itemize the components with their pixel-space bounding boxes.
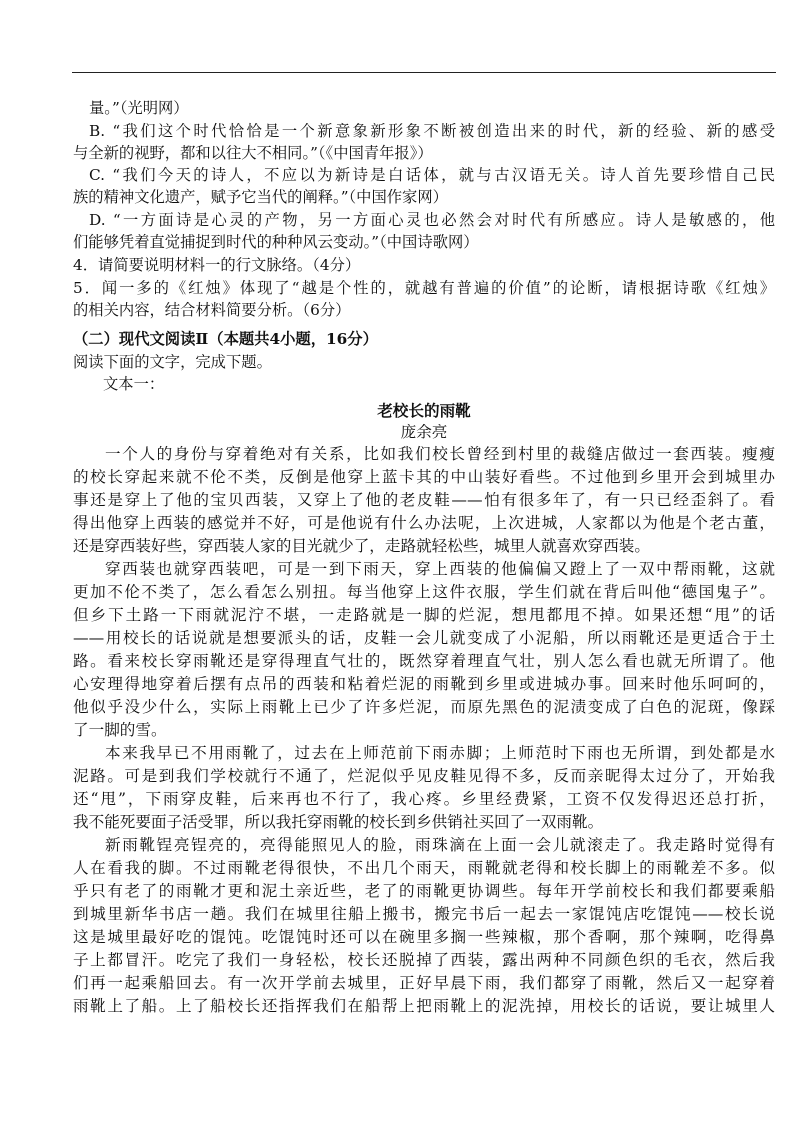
story-line: 穿西装也就穿西装吧，可是一到下雨天，穿上西装的他偏偏又蹬上了一双中帮雨靴，这就 — [105, 560, 775, 578]
story-line: 事还是穿上了他的宝贝西装，又穿上了他的老皮鞋——怕有很多年了，有一只已经歪斜了。看 — [73, 491, 775, 509]
story-line: 雨靴上了船。上了船校长还指挥我们在船帮上把雨靴上的泥洗掉，用校长的话说，要让城里人 — [73, 997, 775, 1015]
text-line: 量。”（光明网） — [89, 99, 189, 117]
story-line: 还“甩”，下雨穿皮鞋，后来再也不行了，我心疼。乡里经费紧，工资不仅发得迟还总打折， — [73, 790, 775, 808]
text-line: 族的精神文化遗产，赋予它当代的阐释。”（中国作家网） — [73, 188, 448, 206]
story-line: 的校长穿起来就不伦不类，反倒是他穿上蓝卡其的中山装好看些。不过他到乡里开会到城里办 — [73, 468, 775, 486]
story-line: 到城里新华书店一趟。我们在城里往船上搬书，搬完书后一起去一家馄饨店吃馄饨——校长说 — [73, 905, 775, 923]
story-line: 泥路。可是到我们学校就行不通了，烂泥似乎见皮鞋见得不多，反而亲昵得太过分了，开始我 — [73, 767, 775, 785]
story-line: 本来我早已不用雨靴了，过去在上师范前下雨赤脚；上师范时下雨也无所谓，到处都是水 — [105, 744, 775, 762]
text-line: 与全新的视野，都和以往大不相同。”（《中国青年报》） — [73, 144, 433, 162]
story-line: 他似乎没少什么，实际上雨靴上已少了许多烂泥，而原先黑色的泥渍变成了白色的泥斑，像踩 — [73, 698, 775, 716]
story-author: 庞余亮 — [400, 423, 448, 441]
question-5: 5．闻一多的《红烛》体现了“越是个性的，就越有普遍的价值”的论断，请根据诗歌《红烛》 — [73, 279, 775, 297]
header-rule — [72, 72, 776, 73]
option-c-line: C. “我们今天的诗人，不应以为新诗是白话体，就与古汉语无关。诗人首先要珍惜自己民 — [89, 166, 775, 184]
story-line: 一个人的身份与穿着绝对有关系，比如我们校长曾经到村里的裁缝店做过一套西装。瘦瘦 — [105, 445, 775, 463]
option-b-line: B. “我们这个时代恰恰是一个新意象新形象不断被创造出来的时代，新的经验、新的感受 — [89, 122, 775, 140]
question-4: 4．请简要说明材料一的行文脉络。（4分） — [73, 256, 361, 274]
section-heading: （二）现代文阅读Ⅱ（本题共4小题，16分） — [73, 330, 378, 348]
text-line: 的相关内容，结合材料简要分析。（6分） — [73, 301, 351, 319]
story-line: 得出他穿上西装的感觉并不好，可是他说有什么办法呢，上次进城，人家都以为他是个老古董， — [73, 514, 775, 532]
story-line: 新雨靴锃亮锃亮的，亮得能照见人的脸，雨珠滴在上面一会儿就滚走了。我走路时觉得有 — [105, 836, 775, 854]
story-line: 乎只有老了的雨靴才更和泥土亲近些，老了的雨靴更协调些。每年开学前校长和我们都要乘船 — [73, 882, 775, 900]
story-line: 这是城里最好吃的馄饨。吃馄饨时还可以在碗里多搁一些辣椒，那个香啊，那个辣啊，吃得鼻 — [73, 928, 775, 946]
section-instruction: 阅读下面的文字，完成下题。 — [73, 353, 272, 371]
text-label: 文本一： — [103, 375, 165, 393]
option-d-line: D. “一方面诗是心灵的产物，另一方面心灵也必然会对时代有所感应。诗人是敏感的，他 — [89, 211, 775, 229]
story-line: 人在看我的脚。不过雨靴老得很快，不出几个雨天，雨靴就老得和校长脚上的雨靴差不多。似 — [73, 859, 775, 877]
story-line: 但乡下土路一下雨就泥泞不堪，一走路就是一脚的烂泥，想甩都甩不掉。如果还想“甩”的话 — [73, 606, 775, 624]
story-line: 路。看来校长穿雨靴还是穿得理直气壮的，既然穿着理直气壮，别人怎么看也就无所谓了。他 — [73, 652, 775, 670]
story-line: 还是穿西装好些，穿西装人家的目光就少了，走路就轻松些，城里人就喜欢穿西装。 — [73, 537, 650, 555]
story-line: ——用校长的话说就是想要派头的话，皮鞋一会儿就变成了小泥船，所以雨靴还是更适合于土 — [73, 629, 775, 647]
story-title: 老校长的雨靴 — [377, 401, 471, 420]
story-line: 了一脚的雪。 — [73, 721, 167, 739]
story-line: 子上都冒汗。吃完了我们一身轻松，校长还脱掉了西装，露出两种不同颜色织的毛衣，然后我 — [73, 951, 775, 969]
text-line: 们能够凭着直觉捕捉到时代的种种风云变动。”（中国诗歌网） — [73, 233, 479, 251]
story-line: 们再一起乘船回去。有一次开学前去城里，正好早晨下雨，我们都穿了雨靴，然后又一起穿着 — [73, 974, 775, 992]
story-line: 心安理得地穿着后摆有点吊的西装和粘着烂泥的雨靴到乡里或进城办事。回来时他乐呵呵的， — [73, 675, 775, 693]
story-line: 我不能死要面子活受罪，所以我托穿雨靴的校长到乡供销社买回了一双雨靴。 — [73, 813, 604, 831]
story-line: 更加不伦不类了，怎么看怎么别扭。每当他穿上这件衣服，学生们就在背后叫他“德国鬼子”。 — [73, 583, 775, 601]
